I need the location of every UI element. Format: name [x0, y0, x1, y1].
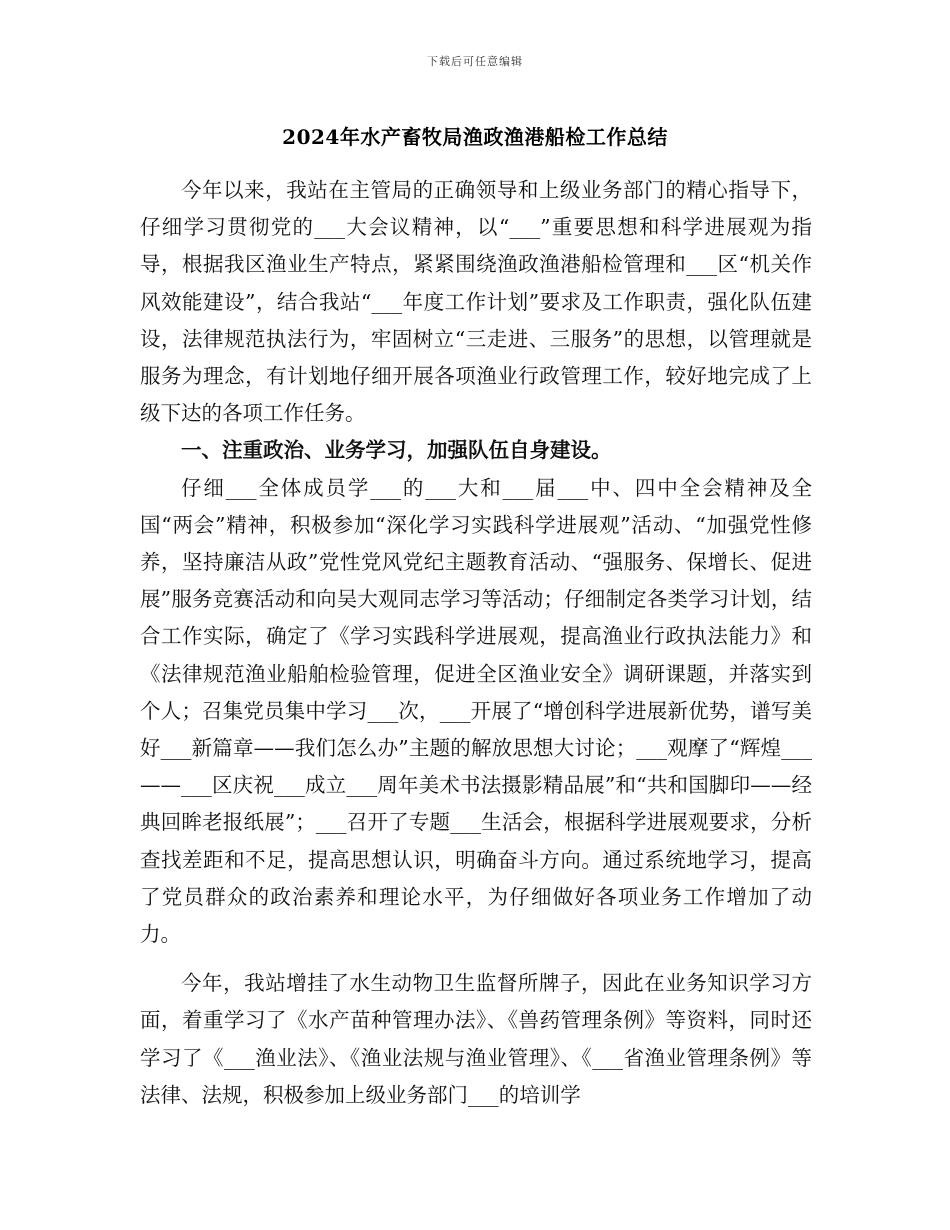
paragraph-study: 仔细___全体成员学___的___大和___届___中、四中全会精神及全国“两会”精神，积极参加“深化学习实践科学进展观”活动、“加强党性修养，坚持廉洁从政”党性党风党纪主题教育活动、“强服务、保增长、促进展”服务竞赛活动和向吴大观同志学习等活动；仔细制定各类学习计划，结合工作实际，确定了《学习实践科学进展观，提高渔业行政执法能力》和《法律规范渔业船舶检验管理，促进全区渔业安全》调研课题，并落实到个人；召集党员集中学习___次，___开展了“增创科学进展新优势，谱写美好___新篇章——我们怎么办”主题的解放思想大讨论；___观摩了“辉煌___——___区庆祝___成立___周年美术书法摄影精品展”和“共和国脚印——经典回眸老报纸展”；___召开了专题___生活会，根据科学进展观要求，分析查找差距和不足，提高思想认识，明确奋斗方向。通过系统地学习，提高了党员群众的政治素养和理论水平，为仔细做好各项业务工作增加了动力。	[140, 475, 812, 947]
document-title: 2024年水产畜牧局渔政渔港船检工作总结	[282, 125, 668, 149]
paragraph-business-study: 今年，我站增挂了水生动物卫生监督所牌子，因此在业务知识学习方面，着重学习了《水产苗种管理办法》、《兽药管理条例》等资料，同时还学习了《___渔业法》、《渔业法规与渔业管理》、《___省渔业管理条例》等法律、法规，积极参加上级业务部门___的培训学	[140, 971, 812, 1107]
section-heading-1: 一、注重政治、业务学习，加强队伍自身建设。	[181, 438, 612, 463]
document-body	[140, 172, 812, 1114]
page-header: 下载后可任意编辑	[427, 55, 523, 68]
paragraph-intro: 今年以来，我站在主管局的正确领导和上级业务部门的精心指导下，仔细学习贯彻党的___大会议精神，以“___”重要思想和科学进展观为指导，根据我区渔业生产特点，紧紧围绕渔政渔港船检管理和___区“机关作风效能建设”，结合我站“___年度工作计划”要求及工作职责，强化队伍建设，法律规范执法行为，牢固树立“三走进、三服务”的思想，以管理就是服务为理念，有计划地仔细开展各项渔业行政管理工作，较好地完成了上级下达的各项工作任务。	[140, 178, 812, 426]
